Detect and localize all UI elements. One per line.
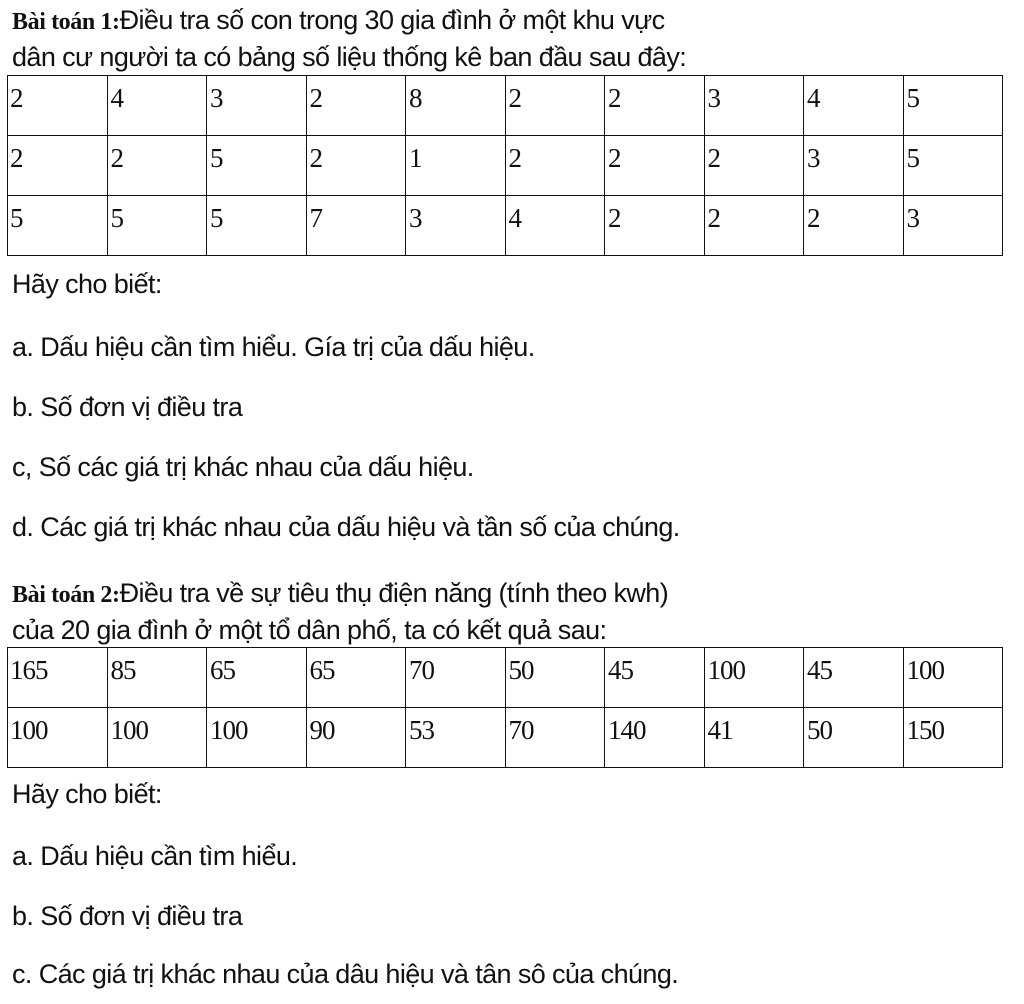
problem-2-table-row <box>8 708 1003 768</box>
problem-1-data-table <box>7 75 1003 256</box>
problem-2-table-cell: 100 <box>8 708 108 768</box>
problem-1-table-cell: 2 <box>605 196 705 256</box>
problem-1-question-a: a. Dấu hiệu cần tìm hiểu. Gía trị của dấu hiệu. <box>12 332 535 362</box>
problem-2-table-cell: 100 <box>903 648 1003 708</box>
problem-2-table-cell: 70 <box>406 648 506 708</box>
problem-1-table-cell: 3 <box>804 136 904 196</box>
problem-2-table-cell: 65 <box>306 648 406 708</box>
problem-2-label: Bài toán 2: <box>12 582 120 608</box>
problem-1-table-cell: 2 <box>605 76 705 136</box>
problem-2-question-c: c. Các giá trị khác nhau của dâu hiệu và tân sô của chúng. <box>12 959 679 989</box>
problem-1-table-cell: 5 <box>207 196 307 256</box>
problem-2-table-cell: 65 <box>207 648 307 708</box>
problem-2-table-cell: 50 <box>505 648 605 708</box>
problem-1-table-cell: 2 <box>704 136 804 196</box>
problem-1-table-cell: 2 <box>107 136 207 196</box>
problem-1-table-cell: 2 <box>704 196 804 256</box>
problem-2-table-cell: 150 <box>903 708 1003 768</box>
problem-1-table-cell: 2 <box>306 136 406 196</box>
problem-2-table-cell: 140 <box>605 708 705 768</box>
problem-1-table-cell: 3 <box>704 76 804 136</box>
problem-2-table-cell: 53 <box>406 708 506 768</box>
problem-1-table-cell: 3 <box>207 76 307 136</box>
problem-2-table-cell: 70 <box>505 708 605 768</box>
problem-1-title <box>12 4 665 38</box>
problem-2-prompt: Hãy cho biết: <box>12 779 162 809</box>
problem-1-table-cell: 5 <box>207 136 307 196</box>
problem-1-table-cell: 8 <box>406 76 506 136</box>
problem-1-table-cell: 2 <box>605 136 705 196</box>
problem-1-table-cell: 5 <box>8 196 108 256</box>
problem-2-table-cell: 50 <box>804 708 904 768</box>
problem-2-title-line-2: của 20 gia đình ở một tổ dân phố, ta có kết quả sau: <box>12 615 607 645</box>
problem-2-table-cell: 100 <box>207 708 307 768</box>
problem-1-table-row <box>8 76 1003 136</box>
problem-1-table-row <box>8 136 1003 196</box>
problem-1-table-cell: 4 <box>804 76 904 136</box>
problem-2-question-b: b. Số đơn vị điều tra <box>12 901 243 931</box>
problem-1-table-cell: 2 <box>804 196 904 256</box>
problem-2-table-row <box>8 648 1003 708</box>
problem-2-table-cell: 90 <box>306 708 406 768</box>
problem-1-table-cell: 2 <box>505 76 605 136</box>
problem-1-table-cell: 4 <box>107 76 207 136</box>
problem-1-table-cell: 5 <box>107 196 207 256</box>
problem-1-table-cell: 7 <box>306 196 406 256</box>
problem-2-table-cell: 100 <box>704 648 804 708</box>
problem-1-table-cell: 2 <box>8 76 108 136</box>
problem-1-title-text: Điều tra số con trong 30 gia đình ở một khu vực <box>119 5 665 35</box>
problem-1-prompt: Hãy cho biết: <box>12 269 162 299</box>
problem-2-data-table <box>7 647 1003 768</box>
problem-2-title <box>12 577 668 611</box>
problem-2-table-cell: 41 <box>704 708 804 768</box>
problem-1-table-cell: 5 <box>903 76 1003 136</box>
problem-1-question-b: b. Số đơn vị điều tra <box>12 392 243 422</box>
problem-1-table-cell: 3 <box>406 196 506 256</box>
problem-1-title-line-2: dân cư người ta có bảng số liệu thống kê ban đầu sau đây: <box>12 42 687 72</box>
problem-2-table-cell: 45 <box>804 648 904 708</box>
problem-1-question-d: d. Các giá trị khác nhau của dấu hiệu và tần số của chúng. <box>12 512 680 542</box>
problem-1-table-cell: 5 <box>903 136 1003 196</box>
problem-2-question-a: a. Dấu hiệu cần tìm hiểu. <box>12 841 298 871</box>
problem-2-table-cell: 85 <box>107 648 207 708</box>
problem-2-title-text: Điều tra về sự tiêu thụ điện năng (tính theo kwh) <box>119 578 669 608</box>
problem-1-table-cell: 2 <box>505 136 605 196</box>
problem-2-table-cell: 165 <box>8 648 108 708</box>
problem-1-table-cell: 4 <box>505 196 605 256</box>
problem-1-question-c: c, Số các giá trị khác nhau của dấu hiệu. <box>12 452 474 482</box>
problem-1-table-cell: 1 <box>406 136 506 196</box>
problem-2-table-cell: 100 <box>107 708 207 768</box>
problem-1-label: Bài toán 1: <box>12 9 120 35</box>
problem-1-table-cell: 3 <box>903 196 1003 256</box>
problem-1-table-cell: 2 <box>8 136 108 196</box>
problem-2-table-cell: 45 <box>605 648 705 708</box>
problem-1-table-row <box>8 196 1003 256</box>
problem-1-table-cell: 2 <box>306 76 406 136</box>
